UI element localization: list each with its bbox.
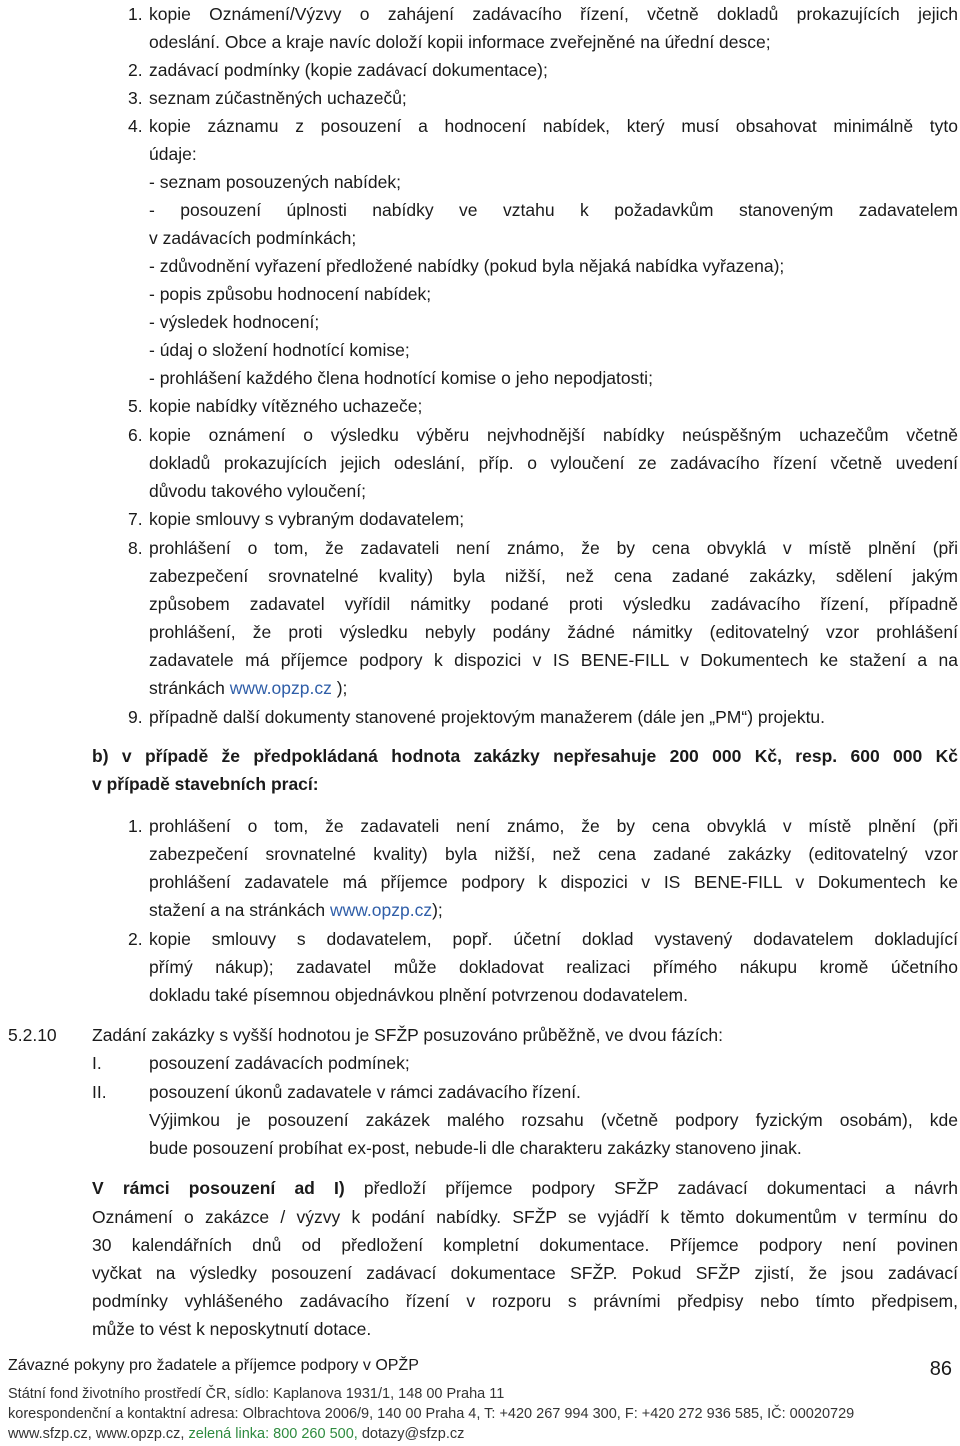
list-item-line: zadávací podmínky (kopie zadávací dokumentace); <box>149 60 548 80</box>
list-item-line: kopie smlouvy s dodavatelem, popř. účetní doklad vystavený dodavatelem dokladující <box>149 929 958 949</box>
list-item-line: - výsledek hodnocení; <box>149 312 320 332</box>
paragraph-line: může to vést k neposkytnutí dotace. <box>92 1319 372 1339</box>
list-item-line: údaje: <box>149 144 197 164</box>
list-item-number: 3. <box>128 88 143 108</box>
list-item-number: 8. <box>128 538 143 558</box>
list-item-line: - údaj o složení hodnotící komise; <box>149 340 410 360</box>
footer-contact: korespondenční a kontaktní adresa: Olbrachtova 2006/9, 140 00 Praha 4, T: +420 267 994 300, F: +420 272 936 585, IČ: 00020729 <box>8 1406 855 1422</box>
list-item-line: dokladu také písemnou objednávkou plnění potvrzenou dodavatelem. <box>149 985 688 1005</box>
exception-text: Výjimkou je posouzení zakázek malého rozsahu (včetně podpory fyzickým osobám), kde <box>149 1110 958 1130</box>
list-item-number: 1. <box>128 4 143 24</box>
list-item-number: 5. <box>128 396 143 416</box>
paragraph-line: Oznámení o zakázce / výzvy k podání nabídky. SFŽP se vyjádří k těmto dokumentům v termínu do <box>92 1207 958 1227</box>
list-item-number: 6. <box>128 425 143 445</box>
section-title: Zadání zakázky s vyšší hodnotou je SFŽP posuzováno průběžně, ve dvou fázích: <box>92 1025 724 1045</box>
phase-number: I. <box>92 1053 102 1073</box>
list-item-line: prohlášení o tom, že zadavateli není známo, že by cena obvyklá v místě plnění (při <box>149 538 958 558</box>
list-item-line: kopie oznámení o výsledku výběru nejvhodnější nabídky neúspěšným uchazečům včetně <box>149 425 958 445</box>
list-item-text: ); <box>331 678 348 698</box>
list-item-text: stažení a na stránkách <box>149 900 330 920</box>
opzp-link[interactable]: www.opzp.cz <box>229 678 332 698</box>
section-number: 5.2.10 <box>8 1025 57 1045</box>
list-item-line: - posouzení úplnosti nabídky ve vztahu k požadavkům stanoveným zadavatelem <box>149 200 958 220</box>
page-number: 86 <box>929 1358 952 1380</box>
list-item-line: kopie nabídky vítězného uchazeče; <box>149 396 423 416</box>
footer-address: Státní fond životního prostředí ČR, sídlo: Kaplanova 1931/1, 148 00 Praha 11 <box>8 1386 505 1402</box>
list-item-line: důvodu takového vyloučení; <box>149 481 366 501</box>
paragraph-line: podmínky vyhlášeného zadávacího řízení v rozporu s právními předpisy nebo tímto předpisem, <box>92 1291 958 1311</box>
opzp-link[interactable]: www.opzp.cz <box>329 900 433 920</box>
paragraph-text: předloží příjemce podpory SFŽP zadávací dokumentaci a návrh <box>344 1178 958 1198</box>
list-item-line: prohlášení zadavatele má příjemce podpory k dispozici v IS BENE-FILL v Dokumentech ke <box>149 872 958 892</box>
list-item-number: 9. <box>128 707 143 727</box>
footer-title: Závazné pokyny pro žadatele a příjemce podpory v OPŽP <box>8 1357 419 1374</box>
list-item-line: prohlášení, že proti výsledku nebyly podány žádné námitky (editovatelný vzor prohlášení <box>149 622 958 642</box>
phase-text: posouzení úkonů zadavatele v rámci zadávacího řízení. <box>149 1082 581 1102</box>
list-item-line: v zadávacích podmínkách; <box>149 228 357 248</box>
list-item-line: kopie smlouvy s vybraným dodavatelem; <box>149 509 465 529</box>
list-item-line: - prohlášení každého člena hodnotící komise o jeho nepodjatosti; <box>149 368 653 388</box>
list-item-text: stránkách <box>149 678 230 698</box>
footer-web <box>8 1424 464 1444</box>
footer-web-links[interactable]: www.sfzp.cz, www.opzp.cz, <box>8 1426 189 1442</box>
exception-text: bude posouzení probíhat ex-post, nebude-li dle charakteru zakázky stanoveno jinak. <box>149 1138 802 1158</box>
paragraph-bold-lead: V rámci posouzení ad I) <box>92 1178 345 1198</box>
list-item-line: odeslání. Obce a kraje navíc doloží kopii informace zveřejněné na úřední desce; <box>149 32 771 52</box>
list-item-line: prohlášení o tom, že zadavateli není známo, že by cena obvyklá v místě plnění (při <box>149 816 958 836</box>
list-item-line <box>149 674 347 702</box>
list-item-line: kopie Oznámení/Výzvy o zahájení zadávacího řízení, včetně dokladů prokazujících jejich <box>149 4 958 24</box>
phase-text: posouzení zadávacích podmínek; <box>149 1053 410 1073</box>
list-item-line: - seznam posouzených nabídek; <box>149 172 401 192</box>
section-b-heading: v případě stavebních prací: <box>92 774 319 794</box>
list-item-line: případně další dokumenty stanovené projektovým manažerem (dále jen „PM“) projektu. <box>149 707 826 727</box>
list-item-line: přímý nákup); zadavatel může dokladovat realizaci přímého nákupu kromě účetního <box>149 957 958 977</box>
phase-number: II. <box>92 1082 107 1102</box>
list-item-line <box>149 896 443 924</box>
list-item-line: zabezpečení srovnatelné kvality) byla nižší, než cena zadané zakázky, sdělení jakým <box>149 566 958 586</box>
list-item-line: dokladů prokazujících jejich odeslání, příp. o vyloučení ze zadávacího řízení včetně uvedení <box>149 453 958 473</box>
list-item-number: 7. <box>128 509 143 529</box>
list-item-line: - zdůvodnění vyřazení předložené nabídky (pokud byla nějaká nabídka vyřazena); <box>149 256 785 276</box>
list-item-line: zadavatele má příjemce podpory k dispozici v IS BENE-FILL v Dokumentech ke stažení a na <box>149 650 958 670</box>
list-item-line: způsobem zadavatel vyřídil námitky podané proti výsledku zadávacího řízení, případně <box>149 594 958 614</box>
list-item-number: 1. <box>128 816 143 836</box>
paragraph-line: vyčkat na výsledky posouzení zadávací dokumentace SFŽP. Pokud SFŽP zjistí, že jsou zadávací <box>92 1263 958 1283</box>
paragraph-line: 30 kalendářních dnů od předložení kompletní dokumentace. Příjemce podpory není povinen <box>92 1235 958 1255</box>
list-item-number: 2. <box>128 60 143 80</box>
footer-green-line: zelená linka: 800 260 500, <box>188 1426 358 1442</box>
paragraph-line <box>92 1174 958 1202</box>
list-item-number: 4. <box>128 116 143 136</box>
footer-email[interactable]: dotazy@sfzp.cz <box>357 1426 465 1442</box>
list-item-line: zabezpečení srovnatelné kvality) byla nižší, než cena zadané zakázky (editovatelný vzor <box>149 844 958 864</box>
list-item-line: seznam zúčastněných uchazečů; <box>149 88 407 108</box>
list-item-text: ); <box>432 900 443 920</box>
list-item-line: kopie záznamu z posouzení a hodnocení nabídek, který musí obsahovat minimálně tyto <box>149 116 958 136</box>
section-b-heading: b) v případě že předpokládaná hodnota zakázky nepřesahuje 200 000 Kč, resp. 600 000 Kč <box>92 746 958 766</box>
list-item-line: - popis způsobu hodnocení nabídek; <box>149 284 432 304</box>
list-item-number: 2. <box>128 929 143 949</box>
